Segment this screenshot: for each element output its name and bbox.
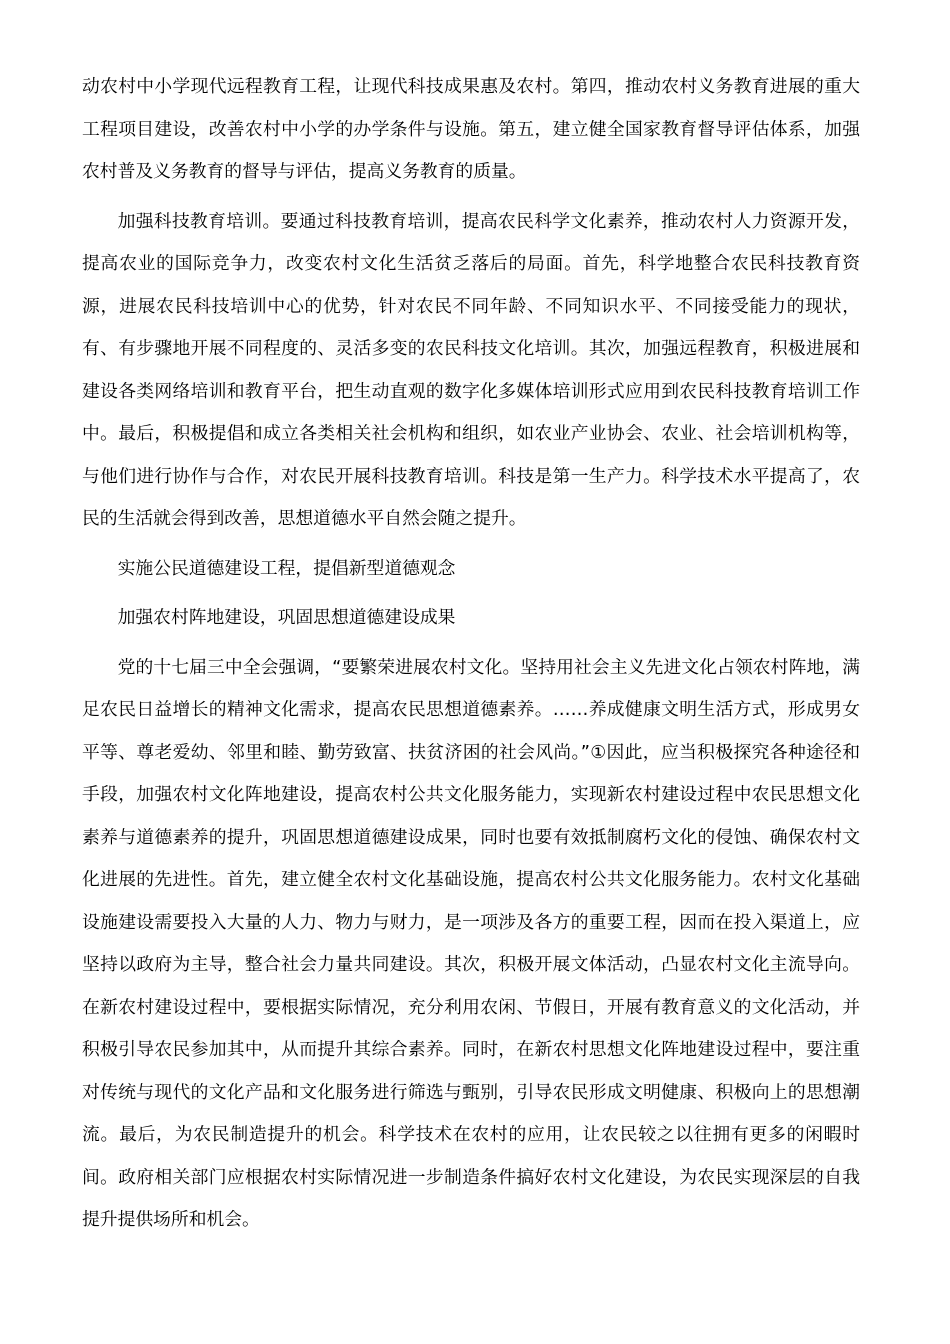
paragraph-rural-culture: 党的十七届三中全会强调，“要繁荣进展农村文化。坚持用社会主义先进文化占领农村阵地，满足农民日益增长的精神文化需求，提高农民思想道德素养。……养成健康文明生活方式，形成男女平等、尊老爱幼、邻里和睦、勤劳致富、扶贫济困的社会风尚。”①因此，应当积极探究各种途径和手段，加强农村文化阵地建设，提高农村公共文化服务能力，实现新农村建设过程中农民思想文化素养与道德素养的提升，巩固思想道德建设成果，同时也要有效抵制腐朽文化的侵蚀、确保农村文化进展的先进性。首先，建立健全农村文化基础设施，提高农村公共文化服务能力。农村文化基础设施建设需要投入大量的人力、物力与财力，是一项涉及各方的重要工程，因而在投入渠道上，应坚持以政府为主导，整合社会力量共同建设。其次，积极开展文体活动，凸显农村文化主流导向。在新农村建设过程中，要根据实际情况，充分利用农闲、节假日，开展有教育意义的文化活动，并积极引导农民参加其中，从而提升其综合素养。同时，在新农村思想文化阵地建设过程中，要注重对传统与现代的文化产品和文化服务进行筛选与甄别，引导农民形成文明健康、积极向上的思想潮流。最后，为农民制造提升的机会。科学技术在农村的应用，让农民较之以往拥有更多的闲暇时间。政府相关部门应根据农村实际情况进一步制造条件搞好农村文化建设，为农民实现深层的自我提升提供场所和机会。 (82, 656, 860, 1230)
document-page (82, 66, 860, 1242)
paragraph-tech-training: 加强科技教育培训。要通过科技教育培训，提高农民科学文化素养，推动农村人力资源开发，提高农业的国际竞争力，改变农村文化生活贫乏落后的局面。首先，科学地整合农民科技教育资源，进展农民科技培训中心的优势，针对农民不同年龄、不同知识水平、不同接受能力的现状，有、有步骤地开展不同程度的、灵活多变的农民科技文化培训。其次，加强远程教育，积极进展和建设各类网络培训和教育平台，把生动直观的数字化多媒体培训形式应用到农民科技教育培训工作中。最后，积极提倡和成立各类相关社会机构和组织，如农业产业协会、农业、社会培训机构等，与他们进行协作与合作，对农民开展科技教育培训。科技是第一生产力。科学技术水平提高了，农民的生活就会得到改善，思想道德水平自然会随之提升。 (82, 210, 860, 529)
section-heading-rural-position: 加强农村阵地建设，巩固思想道德建设成果 (117, 607, 456, 628)
section-heading-moral-construction: 实施公民道德建设工程，提倡新型道德观念 (117, 557, 456, 579)
paragraph-continuation: 动农村中小学现代远程教育工程，让现代科技成果惠及农村。第四，推动农村义务教育进展的重大工程项目建设，改善农村中小学的办学条件与设施。第五，建立健全国家教育督导评估体系，加强农村普及义务教育的督导与评估，提高义务教育的质量。 (82, 76, 860, 182)
